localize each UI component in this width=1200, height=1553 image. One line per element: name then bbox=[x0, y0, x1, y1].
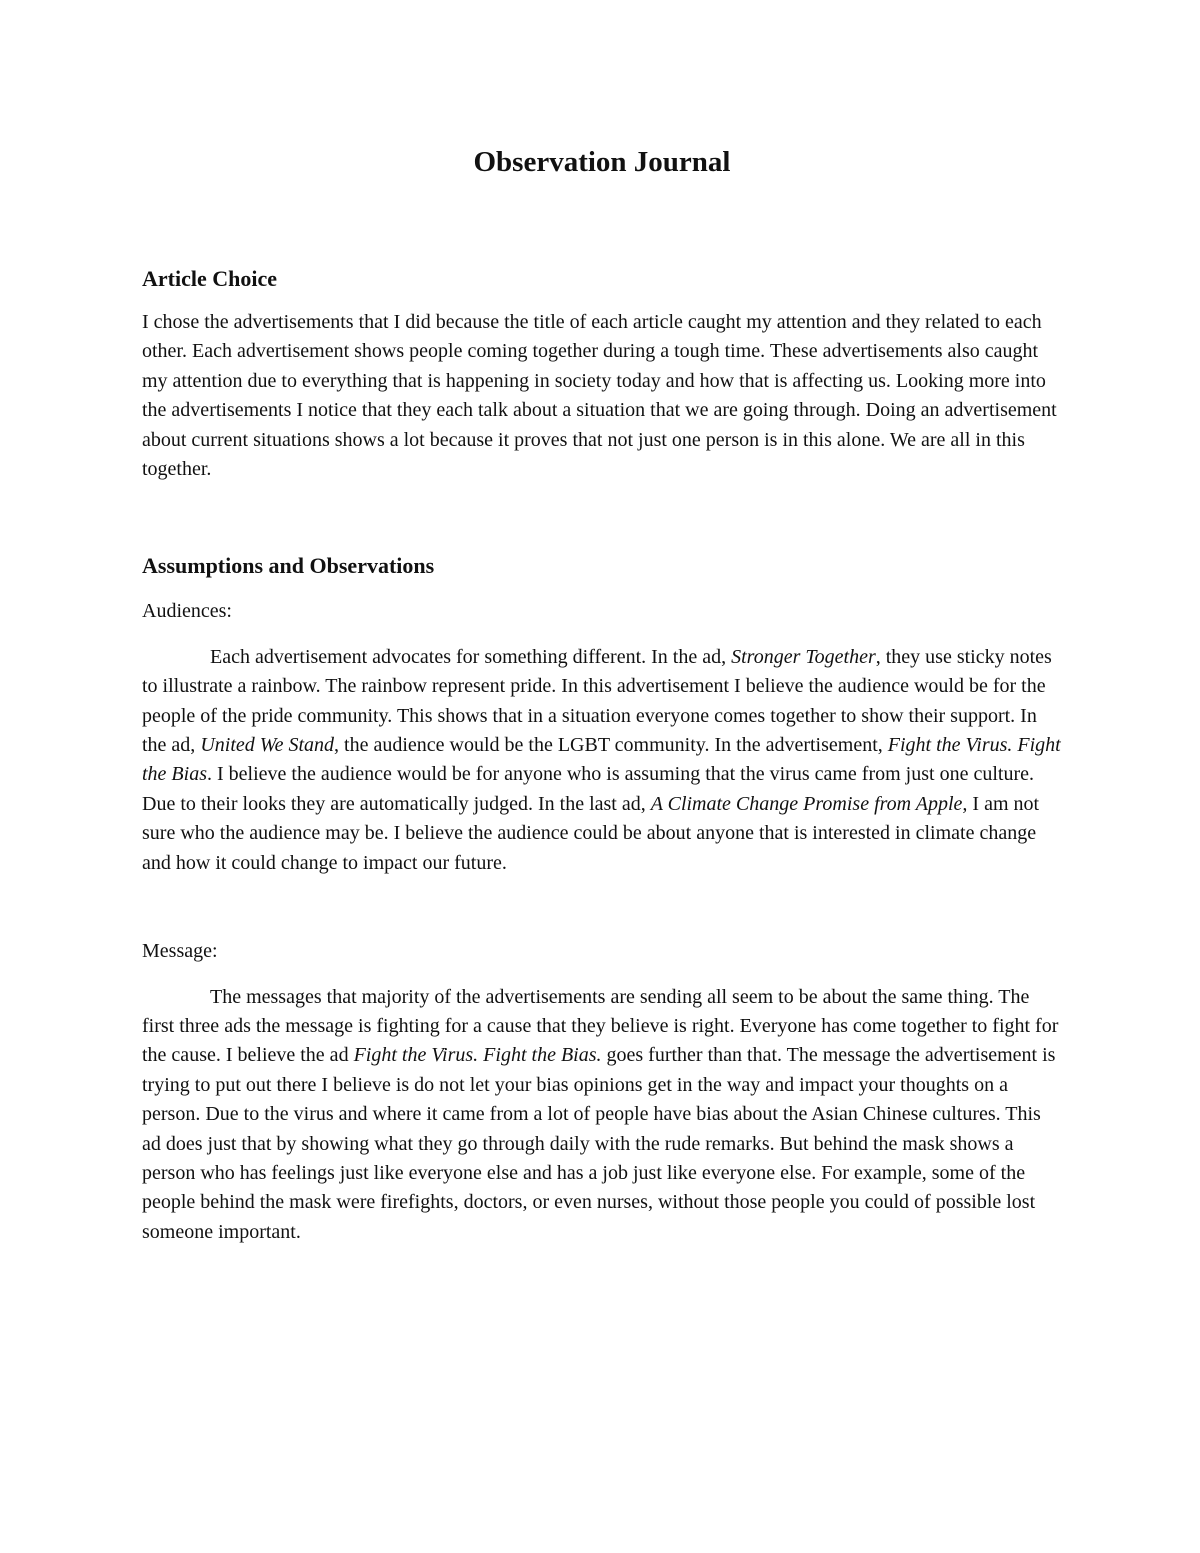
audiences-label: Audiences: bbox=[142, 600, 232, 623]
document-content bbox=[142, 140, 1062, 1247]
message-text: goes further than that. The message the advertisement is trying to put out there I believe is do not let your bias opinions get in the way and impact your thoughts on a person. Due to the virus and where it came from a lot of people have bias about the Asian Chinese cultures. This ad does just that by showing what they go through daily with the rude remarks. But behind the mask shows a person who has feelings just like everyone else and has a job just like everyone else. For example, some of the people behind the mask were firefights, doctors, or even nurses, without those people you could of possible lost someone important. bbox=[142, 1044, 1056, 1243]
audiences-text: I am not sure who the audience may be. I believe the audience could be about anyone that is interested in climate change and how it could change to impact our future. bbox=[142, 792, 1040, 874]
ad-title-climate-change-promise: A Climate Change Promise from Apple, bbox=[650, 792, 968, 815]
ad-title-stronger-together: Stronger Together bbox=[731, 645, 876, 668]
audiences-text: Each advertisement advocates for something different. In the ad, bbox=[210, 645, 732, 668]
audiences-text: , the audience would be the LGBT community. In the advertisement, bbox=[334, 734, 888, 757]
message-paragraph bbox=[142, 983, 1062, 1248]
audiences-text: , they use sticky notes to illustrate a rainbow. The rainbow represent pride. In this advertisement I believe the audience would be for the people of the pride community. This shows that in a situation everyone comes together to show their support. In the ad, bbox=[142, 645, 1052, 757]
audiences-paragraph bbox=[142, 643, 1062, 878]
section-heading-article-choice: Article Choice bbox=[142, 266, 277, 291]
ad-title-fight-the-virus: Fight the Virus. Fight the Bias. bbox=[353, 1044, 602, 1067]
ad-title-fight-the-virus: Fight the Virus. Fight the Bias bbox=[142, 734, 1061, 786]
message-text: The messages that majority of the advertisements are sending all seem to be about the same thing. The first three ads the message is fighting for a cause that they believe is right. Everyone has come together to fight for the cause. I believe the ad bbox=[142, 985, 1059, 1067]
ad-title-united-we-stand: United We Stand bbox=[200, 734, 335, 757]
page-title: Observation Journal bbox=[473, 146, 731, 178]
section-heading-assumptions: Assumptions and Observations bbox=[142, 553, 435, 579]
message-label: Message: bbox=[142, 940, 218, 963]
article-choice-paragraph: I chose the advertisements that I did because the title of each article caught my attention and they related to each other. Each advertisement shows people coming together during a tough time. These advertisements also caught my attention due to everything that is happening in society today and how that is affecting us. Looking more into the advertisements I notice that they each talk about a situation that we are going through. Doing an advertisement about current situations shows a lot because it proves that not just one person is in this alone. We are all in this together. bbox=[142, 311, 1057, 481]
audiences-text: . I believe the audience would be for anyone who is assuming that the virus came from just one culture. Due to their looks they are automatically judged. In the last ad, bbox=[142, 763, 1034, 815]
